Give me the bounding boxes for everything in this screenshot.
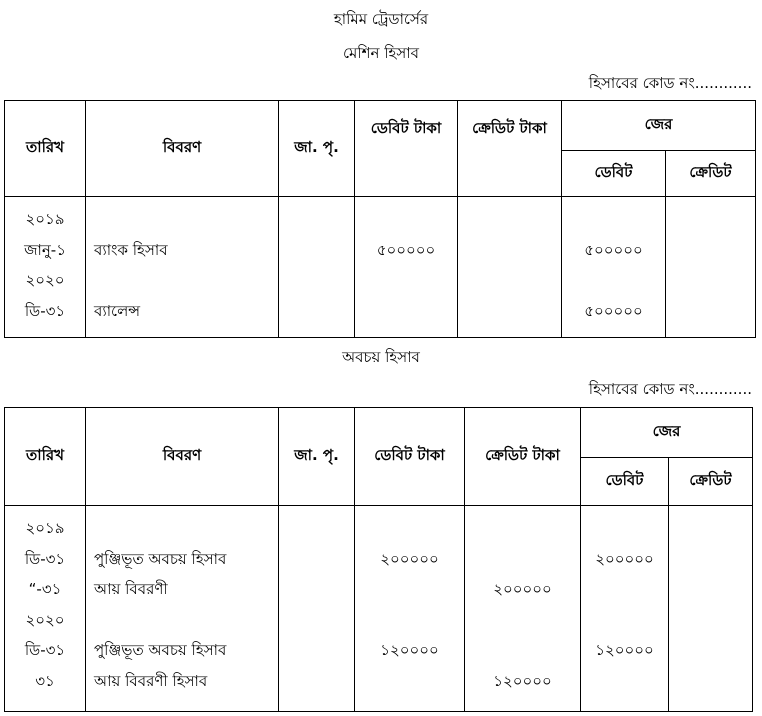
company-name: হামিম ট্রেডার্সের <box>333 10 429 28</box>
debit-amount: ৫০০০০০ <box>376 241 436 259</box>
header-credit: ক্রেডিট টাকা <box>458 101 562 197</box>
balance-debit-amount: ১২০০০০ <box>595 641 654 659</box>
credit-amount: ২০০০০০ <box>493 580 552 598</box>
description-line: আয় বিবরণী <box>94 580 168 598</box>
table1-code-label: হিসাবের কোড নং............ <box>588 74 752 92</box>
header-description: বিবরণ <box>86 101 279 197</box>
date-line: “-৩১ <box>28 580 62 598</box>
table2-title: অবচয় হিসাব <box>342 348 420 366</box>
description-line: পুঞ্জিভূত অবচয় হিসাব <box>94 641 227 659</box>
date-line: ২০১৯ <box>25 519 65 537</box>
credit-amount: ১২০০০০ <box>493 672 552 690</box>
balance-debit-amount: ৫০০০০০ <box>584 302 643 320</box>
balance-debit-amount: ২০০০০০ <box>595 550 654 568</box>
header-credit: ক্রেডিট টাকা <box>465 408 581 506</box>
date-line: ডি-৩১ <box>24 302 66 320</box>
table-row <box>5 197 756 338</box>
credit-cell <box>458 197 562 338</box>
debit-amount: ১২০০০০ <box>380 641 439 659</box>
depreciation-account-table <box>4 407 753 712</box>
machine-account-table <box>4 100 756 338</box>
description-line: ব্যাংক হিসাব <box>94 241 168 259</box>
header-balance-debit: ডেবিট <box>581 458 669 506</box>
journal-page-cell <box>279 506 355 712</box>
header-balance: জের <box>562 101 756 151</box>
header-debit: ডেবিট টাকা <box>355 408 465 506</box>
header-description: বিবরণ <box>86 408 279 506</box>
date-line: ৩১ <box>35 672 55 690</box>
date-line: ২০২০ <box>25 611 65 629</box>
date-line: জানু-১ <box>24 241 66 259</box>
date-line: ডি-৩১ <box>24 641 66 659</box>
journal-page-cell <box>279 197 355 338</box>
header-balance-credit: ক্রেডিট <box>666 151 756 197</box>
date-line: ২০১৯ <box>25 210 65 228</box>
description-line: ব্যালেন্স <box>94 302 141 320</box>
debit-amount: ২০০০০০ <box>380 550 439 568</box>
table1-title: মেশিন হিসাব <box>342 44 420 62</box>
date-line: ২০২০ <box>25 271 65 289</box>
description-line: পুঞ্জিভূত অবচয় হিসাব <box>94 550 227 568</box>
description-line: আয় বিবরণী হিসাব <box>94 672 208 690</box>
header-date: তারিখ <box>5 408 86 506</box>
table2-code-label: হিসাবের কোড নং............ <box>588 380 752 398</box>
header-debit: ডেবিট টাকা <box>355 101 458 197</box>
table-row <box>5 506 753 712</box>
header-balance-debit: ডেবিট <box>562 151 666 197</box>
header-journal-page: জা. পৃ. <box>279 101 355 197</box>
balance-credit-cell <box>669 506 753 712</box>
header-balance-credit: ক্রেডিট <box>669 458 753 506</box>
header-date: তারিখ <box>5 101 86 197</box>
header-balance: জের <box>581 408 753 458</box>
balance-credit-cell <box>666 197 756 338</box>
header-journal-page: জা. পৃ. <box>279 408 355 506</box>
date-line: ডি-৩১ <box>24 550 66 568</box>
balance-debit-amount: ৫০০০০০ <box>584 241 643 259</box>
